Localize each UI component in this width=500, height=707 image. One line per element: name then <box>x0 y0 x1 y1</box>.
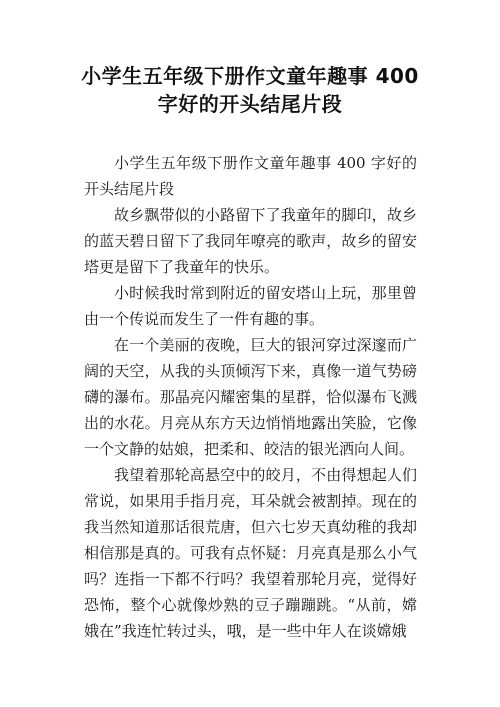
paragraph: 小时候我时常到附近的留安塔山上玩，那里曾由一个传说而发生了一件有趣的事。 <box>84 284 417 328</box>
paragraph: 我望着那轮高悬空中的皎月，不由得想起人们常说，如果用手指月亮，耳朵就会被割掉。现在的我当然知道那话很荒唐，但六七岁天真幼稚的我却相信那是真的。可我有点怀疑：月亮真是那么小气吗？连指一下都不行吗？我望着那轮月亮，觉得好恐怖，整个心就像炒熟的豆子蹦蹦跳。“从前，嫦娥在”我连忙转过头，哦，是一些中年人在谈嫦娥 <box>84 466 417 640</box>
title-line-2: 字好的开头结尾片段 <box>157 92 343 116</box>
document-body <box>84 150 417 644</box>
paragraph: 故乡飘带似的小路留下了我童年的脚印，故乡的蓝天碧日留下了我同年嘹亮的歌声，故乡的留安塔更是留下了我童年的快乐。 <box>84 206 417 276</box>
title-line-1: 小学生五年级下册作文童年趣事 400 <box>81 64 419 88</box>
paragraph: 小学生五年级下册作文童年趣事 400 字好的开头结尾片段 <box>84 154 417 198</box>
paragraph: 在一个美丽的夜晚，巨大的银河穿过深邃而广阔的天空，从我的头顶倾泻下来，真像一道气势磅礴的瀑布。那晶亮闪耀密集的星群，恰似瀑布飞溅出的水花。月亮从东方天边悄悄地露出笑脸，它像一个文静的姑娘，把柔和、皎洁的银光洒向人间。 <box>84 336 417 458</box>
document-title <box>70 62 430 118</box>
